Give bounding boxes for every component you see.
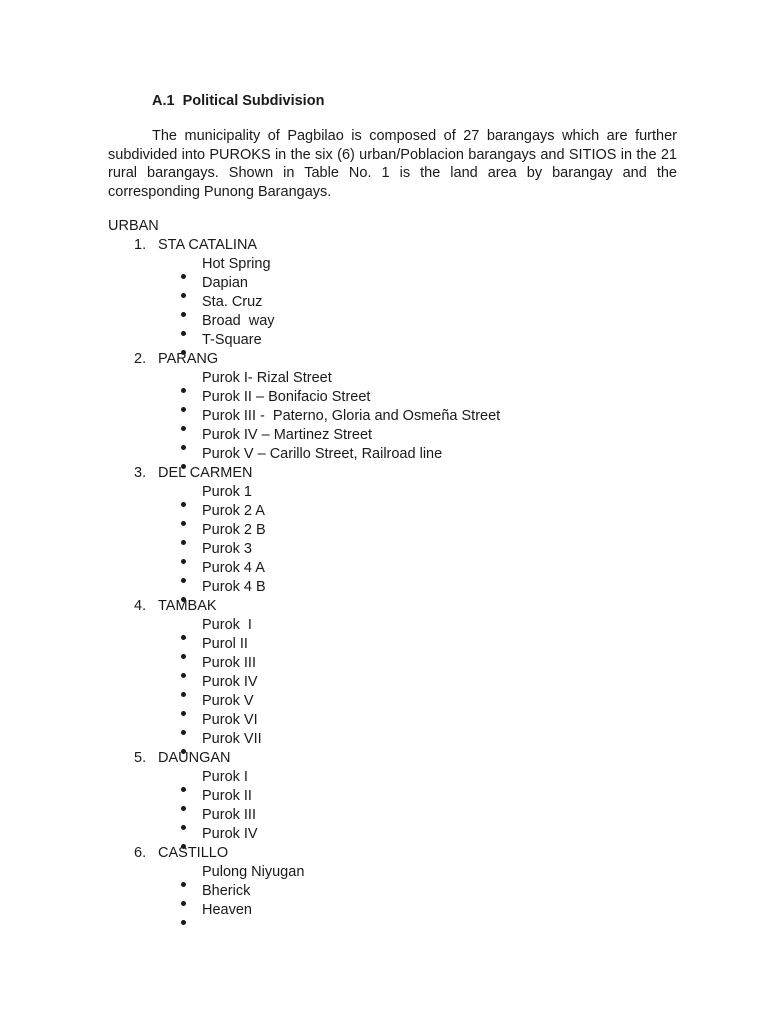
purok-item: [180, 730, 500, 749]
barangay-item: [134, 844, 500, 920]
barangay-name-text: PARANG: [158, 351, 219, 367]
purok-item: [180, 654, 500, 673]
purok-label: Purok III - Paterno, Gloria and Osmeña Street: [202, 408, 501, 424]
purok-label: Purok 4 A: [202, 560, 265, 576]
purok-item: [180, 806, 500, 825]
barangay-list: [134, 236, 500, 920]
purok-label: Purok VI: [202, 712, 258, 728]
purok-item: [180, 711, 500, 730]
section-heading: A.1 Political Subdivision: [152, 93, 325, 109]
purok-item: [180, 540, 500, 559]
purok-label: Bherick: [202, 883, 251, 899]
purok-label: Heaven: [202, 902, 252, 918]
purok-label: Purok 2 A: [202, 503, 265, 519]
purok-item: [180, 407, 500, 426]
purok-item: [180, 293, 500, 312]
purok-item: [180, 768, 500, 787]
purok-label: Purok IV: [202, 826, 258, 842]
barangay-number: 2.: [134, 351, 147, 367]
purok-item: [180, 863, 500, 882]
purok-label: Purok VII: [202, 731, 262, 747]
barangay-number: 4.: [134, 598, 147, 614]
purok-label: Purok I- Rizal Street: [202, 370, 332, 386]
purok-label: Purok I: [202, 617, 252, 633]
purok-label: Broad way: [202, 313, 275, 329]
barangay-item: [134, 597, 500, 749]
purok-item: [180, 673, 500, 692]
barangay-name: [134, 844, 500, 863]
purok-item: [180, 901, 500, 920]
purok-label: Purok III: [202, 655, 256, 671]
purok-label: Pulong Niyugan: [202, 864, 305, 880]
purok-item: [180, 635, 500, 654]
purok-label: Purol II: [202, 636, 248, 652]
purok-item: [180, 578, 500, 597]
purok-label: Purok V: [202, 693, 254, 709]
purok-item: [180, 616, 500, 635]
purok-label: Purok 1: [202, 484, 252, 500]
barangay-item: [134, 236, 500, 350]
purok-item: [180, 274, 500, 293]
barangay-name-text: DAUNGAN: [158, 750, 231, 766]
purok-label: Purok 3: [202, 541, 252, 557]
purok-label: Purok IV – Martinez Street: [202, 427, 373, 443]
purok-item: [180, 692, 500, 711]
purok-label: Purok IV: [202, 674, 258, 690]
purok-item: [180, 388, 500, 407]
purok-list: [134, 863, 500, 920]
barangay-item: [134, 749, 500, 844]
purok-label: Purok II: [202, 788, 252, 804]
barangay-name: [134, 597, 500, 616]
purok-item: [180, 559, 500, 578]
purok-item: [180, 502, 500, 521]
purok-label: Sta. Cruz: [202, 294, 263, 310]
barangay-name: [134, 464, 500, 483]
purok-item: [180, 521, 500, 540]
purok-item: [180, 312, 500, 331]
purok-label: Hot Spring: [202, 256, 271, 272]
barangay-item: [134, 350, 500, 464]
barangay-name: [134, 350, 500, 369]
purok-list: [134, 369, 500, 464]
purok-item: [180, 331, 500, 350]
purok-label: Purok V – Carillo Street, Railroad line: [202, 446, 443, 462]
purok-item: [180, 426, 500, 445]
purok-item: [180, 369, 500, 388]
purok-list: [134, 768, 500, 844]
barangay-name: [134, 749, 500, 768]
purok-list: [134, 483, 500, 597]
purok-label: Purok 2 B: [202, 522, 266, 538]
barangay-name-text: STA CATALINA: [158, 237, 258, 253]
purok-item: [180, 825, 500, 844]
intro-paragraph: The municipality of Pagbilao is composed of 27 barangays which are further subdivided into PUROKS in the six (6) urban/Poblacion barangays and SITIOS in the 21 rural barangays. Shown in Table No. 1 is the land area by barangay and the corresponding Punong Barangays.: [108, 128, 677, 201]
purok-label: Purok III: [202, 807, 256, 823]
barangay-name: [134, 236, 500, 255]
purok-label: Dapian: [202, 275, 248, 291]
barangay-name-text: CASTILLO: [158, 845, 229, 861]
purok-label: T-Square: [202, 332, 262, 348]
barangay-number: 5.: [134, 750, 147, 766]
purok-item: [180, 255, 500, 274]
category-label: URBAN: [108, 218, 159, 234]
purok-item: [180, 445, 500, 464]
barangay-item: [134, 464, 500, 597]
purok-item: [180, 483, 500, 502]
purok-label: Purok II – Bonifacio Street: [202, 389, 371, 405]
purok-item: [180, 882, 500, 901]
purok-item: [180, 787, 500, 806]
purok-label: Purok 4 B: [202, 579, 266, 595]
purok-list: [134, 616, 500, 749]
barangay-number: 6.: [134, 845, 147, 861]
purok-label: Purok I: [202, 769, 248, 785]
barangay-number: 1.: [134, 237, 147, 253]
purok-list: [134, 255, 500, 350]
barangay-name-text: DEL CARMEN: [158, 465, 253, 481]
barangay-number: 3.: [134, 465, 147, 481]
barangay-name-text: TAMBAK: [158, 598, 217, 614]
